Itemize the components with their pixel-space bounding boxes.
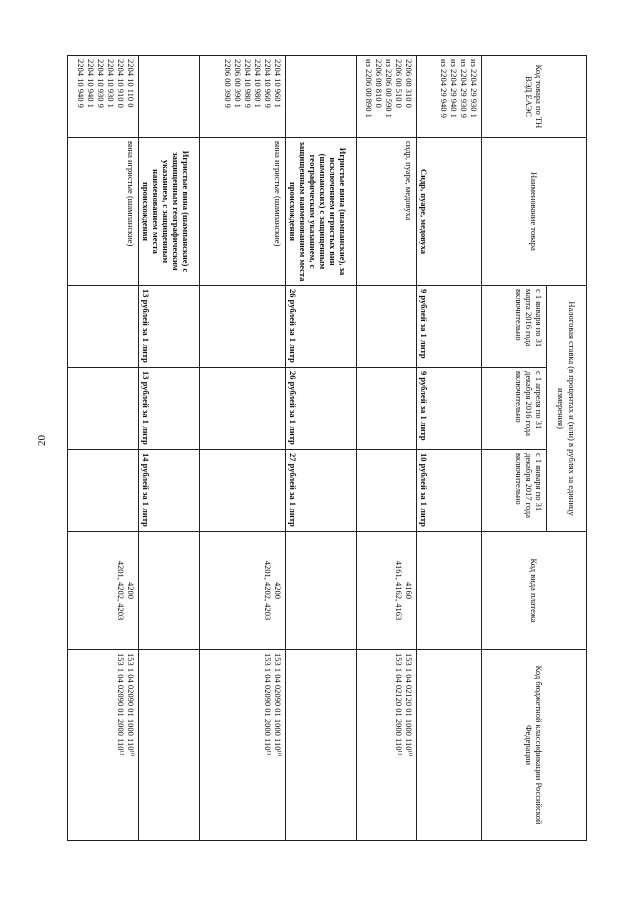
header-rate-group: Налоговая ставка (в процентах и (или) в рублях за единицу измерения) bbox=[547, 286, 587, 532]
product-codes-cell-line: 2204 10 940 9 bbox=[75, 59, 86, 108]
budget-code-cell bbox=[138, 650, 199, 841]
header-period-3: с 1 января по 31 декабря 2017 года включительно bbox=[482, 450, 547, 532]
budget-code-cell bbox=[68, 650, 139, 841]
rate-period-1-cell bbox=[199, 286, 286, 368]
product-codes-cell-line: 2206 00 390 1 bbox=[233, 59, 244, 108]
header-budget-code: Код бюджетной классификации Российской Федерации bbox=[482, 650, 587, 841]
product-codes-cell-line: из 2204 29 930 1 bbox=[469, 59, 479, 118]
rate-period-2-cell bbox=[416, 368, 481, 450]
header-period-1: с 1 января по 31 марта 2016 года включительно bbox=[482, 286, 547, 368]
budget-code-cell-line: 153 1 04 02090 01 1000 110¹⁰ bbox=[273, 653, 284, 757]
header-period-2: с 1 апреля по 31 декабря 2016 года включительно bbox=[482, 368, 547, 450]
table-row bbox=[286, 56, 357, 841]
payment-type-cell bbox=[286, 532, 357, 650]
rate-value: 9 рублей за 1 литр bbox=[418, 371, 429, 441]
product-name-cell bbox=[416, 138, 481, 286]
header-payment-type: Код вида платежа bbox=[482, 532, 587, 650]
product-codes-cell bbox=[286, 56, 357, 138]
product-codes-cell bbox=[416, 56, 481, 138]
rate-period-3-cell bbox=[286, 450, 357, 532]
rate-value: 26 рублей за 1 литр bbox=[288, 289, 299, 363]
header-name: Наименование товара bbox=[482, 138, 587, 286]
rate-value: 14 рублей за 1 литр bbox=[140, 453, 151, 527]
product-name-cell bbox=[138, 138, 199, 286]
product-codes-cell-line: 2204 10 960 1 bbox=[273, 59, 284, 108]
payment-type-cell-line: 4160 bbox=[403, 582, 414, 600]
budget-code-cell bbox=[416, 650, 481, 841]
rate-period-1-cell bbox=[68, 286, 139, 368]
rate-value: 13 рублей за 1 литр bbox=[140, 371, 151, 445]
table-row bbox=[357, 56, 417, 841]
payment-type-cell-line: 4200 bbox=[125, 582, 136, 600]
product-name-cell bbox=[199, 138, 286, 286]
rate-period-2-cell bbox=[199, 368, 286, 450]
rate-period-3-cell bbox=[68, 450, 139, 532]
product-codes-cell-line: из 2204 29 940 9 bbox=[438, 59, 449, 118]
payment-type-cell bbox=[138, 532, 199, 650]
product-codes-cell-line: 2204 10 980 1 bbox=[253, 59, 264, 108]
product-codes-cell-line: 2204 10 940 1 bbox=[85, 59, 96, 108]
payment-type-cell bbox=[416, 532, 481, 650]
table-row bbox=[416, 56, 481, 841]
tax-rate-table bbox=[67, 55, 587, 841]
budget-code-cell-line: 153 1 04 02090 01 2000 110¹¹ bbox=[115, 653, 126, 756]
budget-code-cell-line: 153 1 04 02090 01 1000 110¹⁰ bbox=[125, 653, 136, 757]
rate-period-2-cell bbox=[138, 368, 199, 450]
payment-type-cell-line: 4201, 4202, 4203 bbox=[115, 560, 126, 621]
payment-type-cell bbox=[199, 532, 286, 650]
rate-period-3-cell bbox=[138, 450, 199, 532]
rate-period-3-cell bbox=[199, 450, 286, 532]
budget-code-cell bbox=[199, 650, 286, 841]
product-codes-cell-line: 2204 10 910 0 bbox=[115, 59, 126, 108]
rate-period-1-cell bbox=[138, 286, 199, 368]
product-name-cell bbox=[286, 138, 357, 286]
rate-period-2-cell bbox=[68, 368, 139, 450]
product-name: сидр, пуаре, медовуха bbox=[403, 141, 414, 221]
table-row bbox=[199, 56, 286, 841]
budget-code-cell-line: 153 1 04 02120 01 1000 110¹⁰ bbox=[403, 653, 414, 757]
budget-code-cell-line: 153 1 04 02120 01 2000 110¹¹ bbox=[393, 653, 404, 756]
rate-period-2-cell bbox=[286, 368, 357, 450]
product-codes-cell bbox=[357, 56, 417, 138]
product-codes-cell-line: 2206 00 390 9 bbox=[223, 59, 234, 108]
product-codes-cell-line: 2204 10 110 0 bbox=[125, 59, 136, 108]
rate-value: 10 рублей за 1 литр bbox=[418, 453, 429, 527]
table-row bbox=[68, 56, 139, 841]
rate-value: 27 рублей за 1 литр bbox=[288, 453, 299, 527]
payment-type-cell bbox=[357, 532, 417, 650]
payment-type-cell-line: 4161, 4162, 4163 bbox=[393, 560, 404, 621]
product-codes-cell-line: из 2204 29 930 9 bbox=[458, 59, 469, 118]
product-codes-cell bbox=[68, 56, 139, 138]
section-heading: Сидр, пуаре, медовуха bbox=[418, 168, 429, 255]
product-codes-cell-line: 2204 10 980 9 bbox=[243, 59, 254, 108]
page-number: 20 bbox=[36, 435, 48, 446]
payment-type-cell bbox=[68, 532, 139, 650]
rate-value: 9 рублей за 1 литр bbox=[418, 289, 429, 359]
payment-type-cell-line: 4200 bbox=[273, 582, 284, 600]
product-codes-cell-line: из 2206 00 890 1 bbox=[363, 59, 374, 118]
product-codes-cell-line: из 2204 29 940 1 bbox=[448, 59, 459, 118]
section-heading: Игристые вина (шампанские) с защищенным географическим указанием, с защищенным наименованием места происхождения bbox=[140, 150, 191, 273]
budget-code-cell bbox=[357, 650, 417, 841]
rate-value: 26 рублей за 1 литр bbox=[288, 371, 299, 445]
product-codes-cell-line: 2206 00 810 0 bbox=[373, 59, 384, 108]
product-codes-cell-line: 2204 10 960 9 bbox=[263, 59, 274, 108]
product-codes-cell bbox=[138, 56, 199, 138]
budget-code-cell-line: 153 1 04 02090 01 2000 110¹¹ bbox=[263, 653, 274, 756]
product-codes-cell-line: 2204 10 930 9 bbox=[95, 59, 106, 108]
product-codes-cell bbox=[199, 56, 286, 138]
product-codes-cell-line: 2204 10 930 1 bbox=[105, 59, 116, 108]
product-name: вина игристые (шампанские) bbox=[125, 141, 136, 247]
product-codes-cell-line: 2206 00 310 0 bbox=[403, 59, 414, 108]
table-row bbox=[138, 56, 199, 841]
rate-value: 13 рублей за 1 литр bbox=[140, 289, 151, 363]
rate-period-1-cell bbox=[416, 286, 481, 368]
product-name-cell bbox=[357, 138, 417, 286]
rate-period-3-cell bbox=[416, 450, 481, 532]
rate-period-1-cell bbox=[286, 286, 357, 368]
rate-period-1-cell bbox=[357, 286, 417, 368]
product-name-cell bbox=[68, 138, 139, 286]
product-codes-cell-line: из 2206 00 590 1 bbox=[383, 59, 394, 118]
budget-code-cell bbox=[286, 650, 357, 841]
header-code: Код товара по ТН ВЭД ЕАЭС bbox=[482, 56, 587, 138]
product-codes-cell-line: 2206 00 510 0 bbox=[393, 59, 404, 108]
rate-period-2-cell bbox=[357, 368, 417, 450]
product-name: вина игристые (шампанские) bbox=[273, 141, 284, 247]
tax-rate-table-rotated bbox=[67, 55, 587, 840]
payment-type-cell-line: 4201, 4202, 4203 bbox=[263, 560, 274, 621]
rate-period-3-cell bbox=[357, 450, 417, 532]
section-heading: Игристые вина (шампанские), за исключением игристых вин (шампанских) с защищенным географическим указанием, с защищенным наименованием места происхождения bbox=[288, 141, 349, 282]
